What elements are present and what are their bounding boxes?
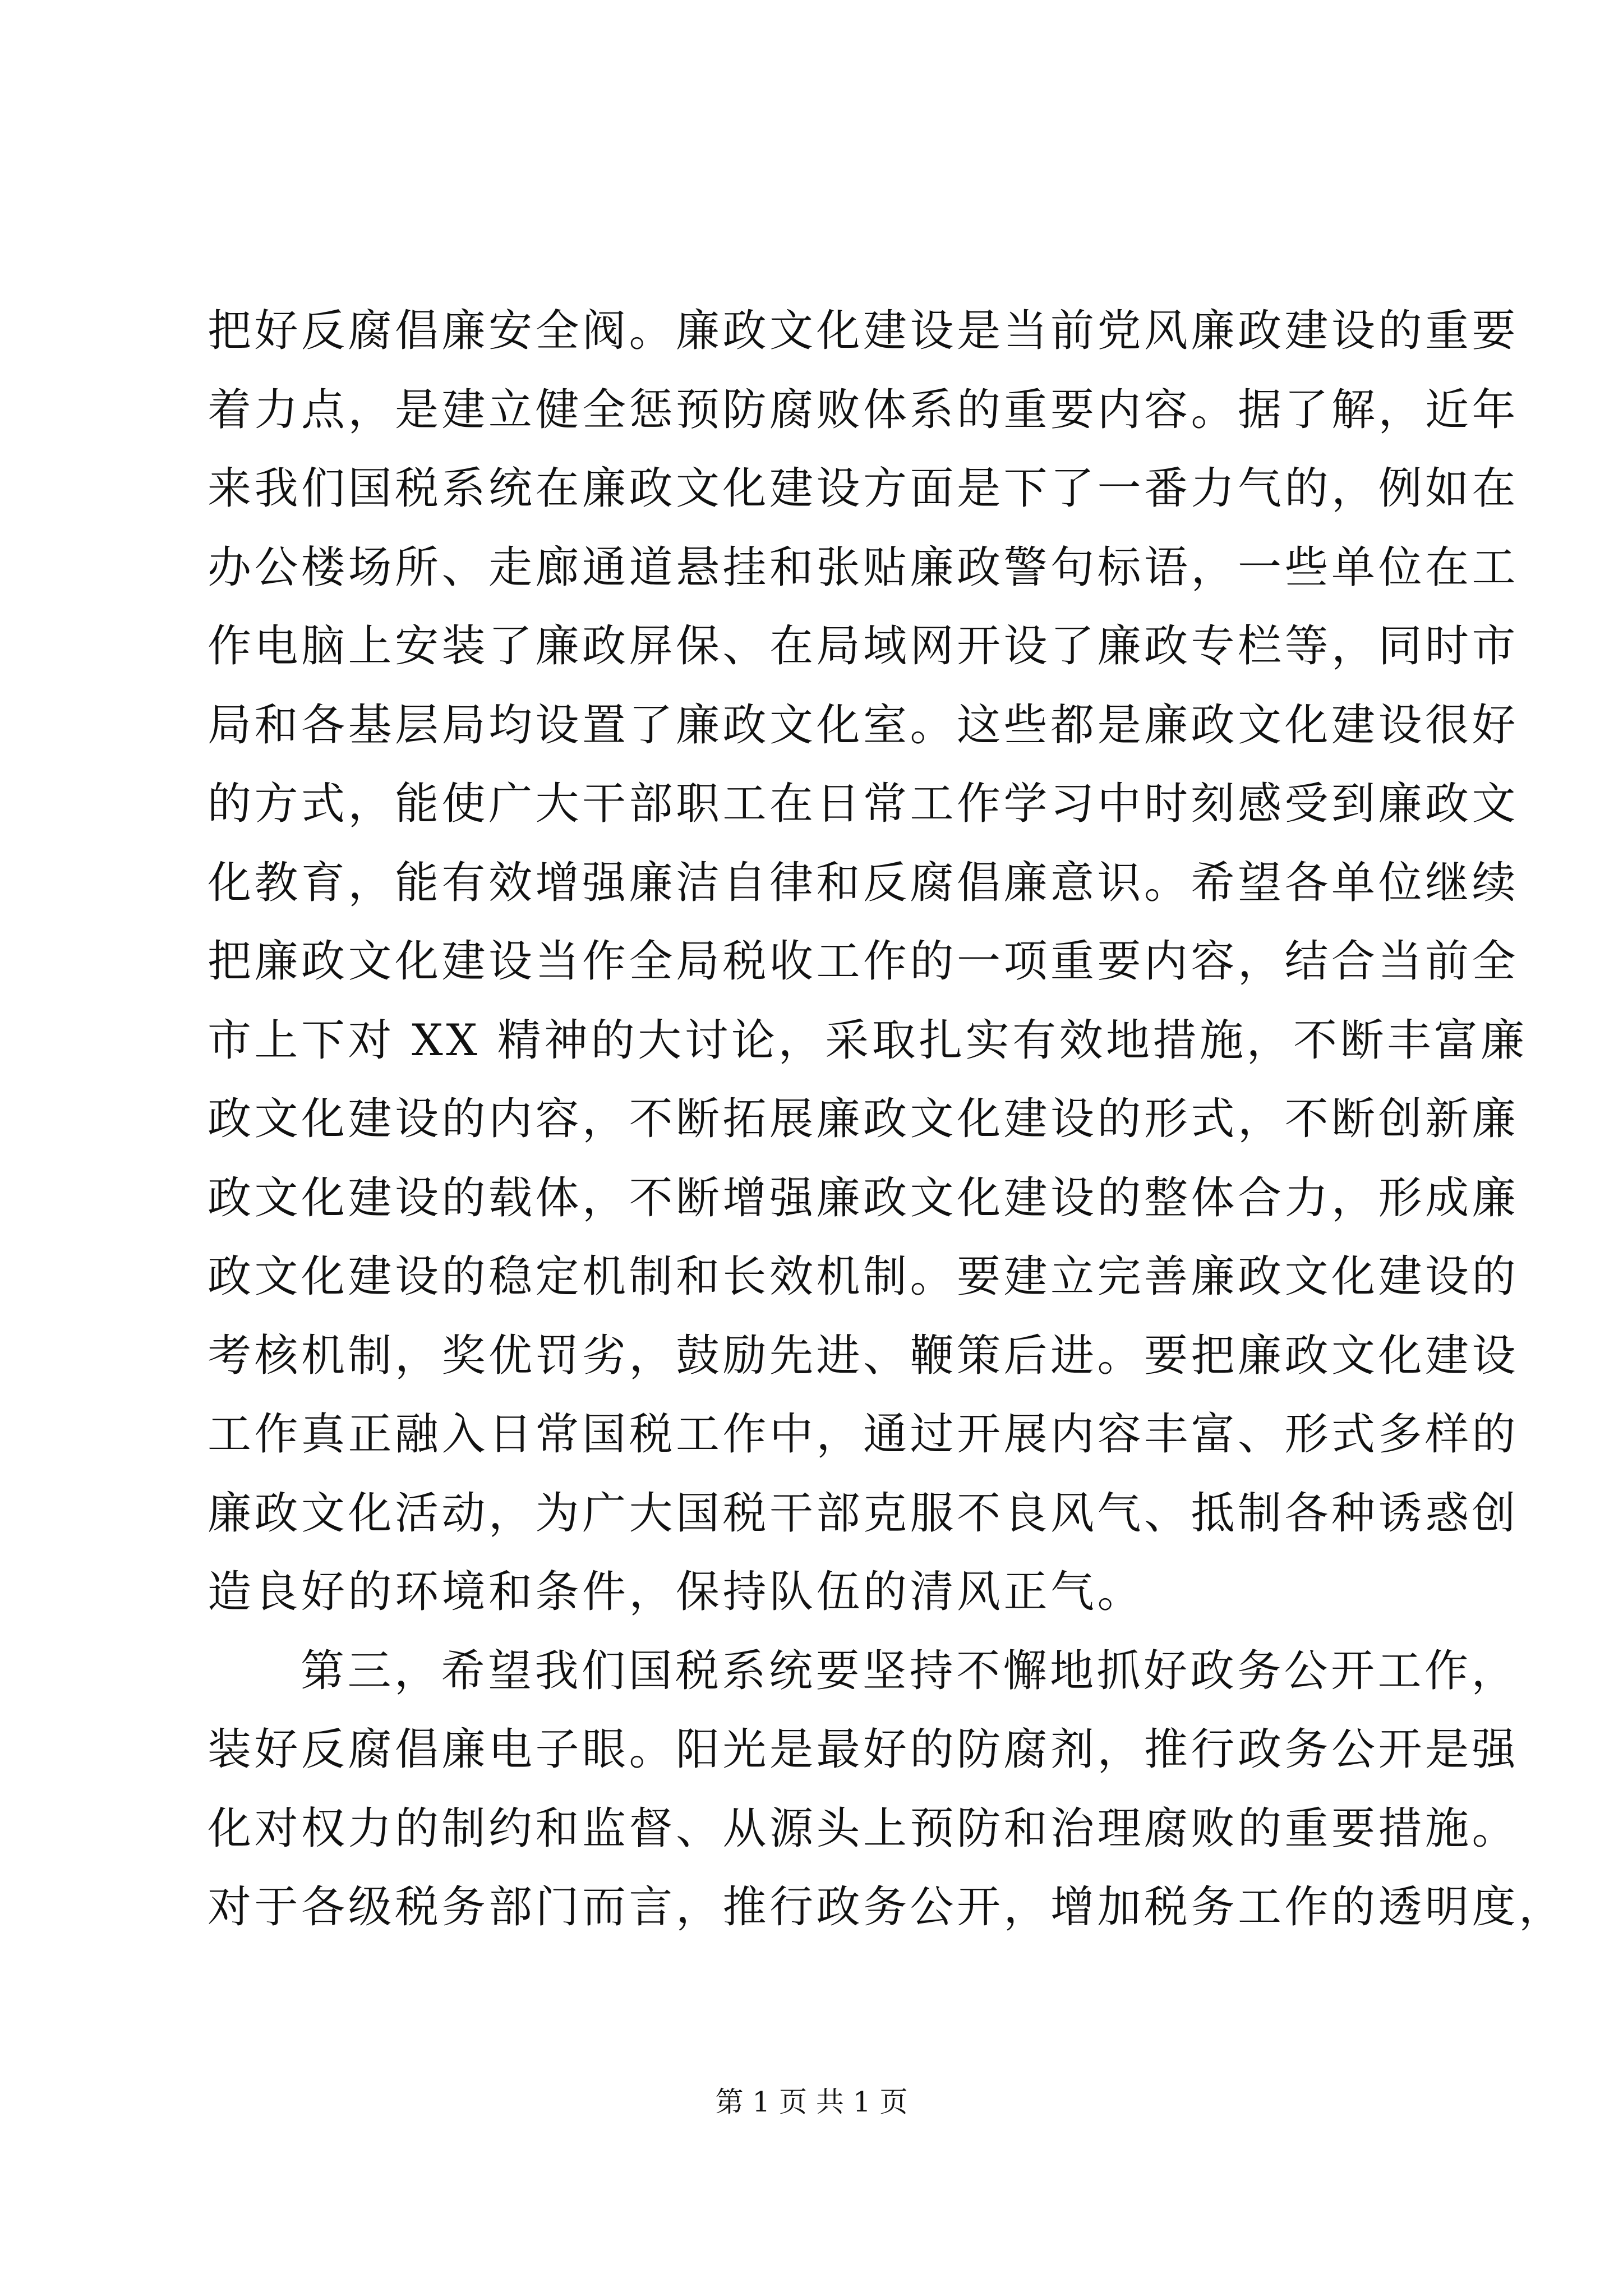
text-line: 的方式，能使广大干部职工在日常工作学习中时刻感受到廉政文 [208,779,1519,829]
text-line: 化教育，能有效增强廉洁自律和反腐倡廉意识。希望各单位继续 [208,857,1519,908]
text-line: 政文化建设的稳定机制和长效机制。要建立完善廉政文化建设的 [208,1251,1519,1302]
text-line: 作电脑上安装了廉政屏保、在局域网开设了廉政专栏等，同时市 [208,621,1519,671]
text-line: 把廉政文化建设当作全局税收工作的一项重要内容，结合当前全 [208,936,1519,987]
text-line: 考核机制，奖优罚劣，鼓励先进、鞭策后进。要把廉政文化建设 [208,1330,1519,1381]
text-line: 市上下对 XX 精神的大讨论，采取扎实有效地措施，不断丰富廉 [208,1015,1528,1066]
body-text [208,292,1566,1947]
text-line: 把好反腐倡廉安全阀。廉政文化建设是当前党风廉政建设的重要 [208,306,1519,356]
page-number-footer: 第 1 页 共 1 页 [715,2086,908,2118]
text-line: 办公楼场所、走廊通道悬挂和张贴廉政警句标语，一些单位在工 [208,542,1519,593]
text-line: 装好反腐倡廉电子眼。阳光是最好的防腐剂，推行政务公开是强 [208,1724,1519,1775]
text-line: 对于各级税务部门而言，推行政务公开，增加税务工作的透明度， [208,1882,1566,1932]
text-line: 政文化建设的载体，不断增强廉政文化建设的整体合力，形成廉 [208,1172,1519,1223]
text-line: 工作真正融入日常国税工作中，通过开展内容丰富、形式多样的 [208,1409,1519,1460]
paragraph-start-line: 第三，希望我们国税系统要坚持不懈地抓好政务公开工作， [301,1645,1519,1696]
text-line: 局和各基层局均设置了廉政文化室。这些都是廉政文化建设很好 [208,700,1519,751]
text-line: 来我们国税系统在廉政文化建设方面是下了一番力气的，例如在 [208,463,1519,514]
text-line: 着力点，是建立健全惩预防腐败体系的重要内容。据了解，近年 [208,384,1519,435]
text-line: 造良好的环境和条件，保持队伍的清风正气。 [208,1567,1145,1617]
text-line: 化对权力的制约和监督、从源头上预防和治理腐败的重要措施。 [208,1803,1519,1854]
text-line: 廉政文化活动，为广大国税干部克服不良风气、抵制各种诱惑创 [208,1488,1519,1539]
text-line: 政文化建设的内容，不断拓展廉政文化建设的形式，不断创新廉 [208,1094,1519,1144]
